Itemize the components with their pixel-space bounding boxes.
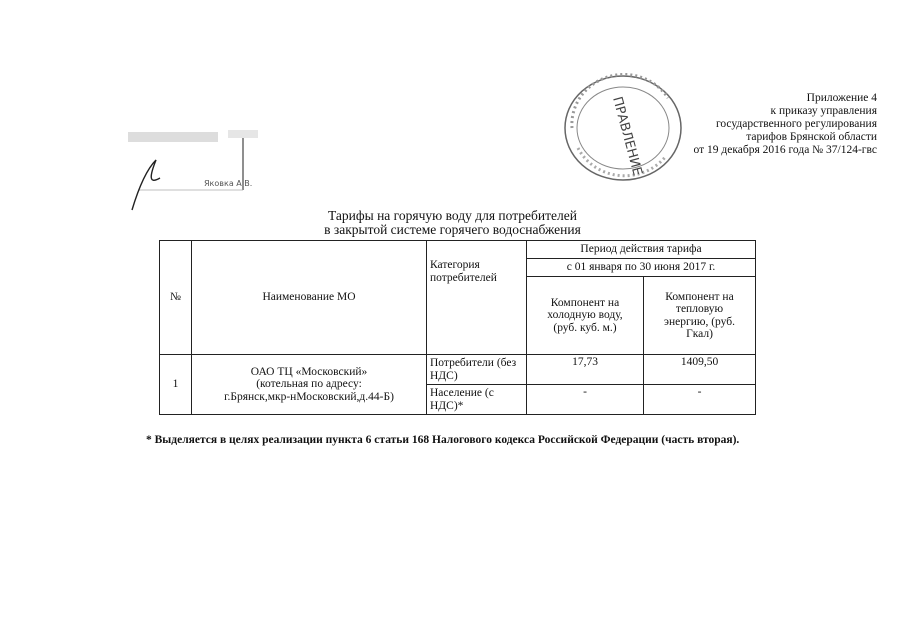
- appendix-line5: от 19 декабря 2016 года № 37/124-гвс: [693, 144, 877, 156]
- header-category: Категория потребителей: [427, 241, 527, 355]
- appendix-header: [577, 92, 877, 157]
- row-name-line3: г.Брянск,мкр-нМосковский,д.44-Б): [224, 390, 394, 403]
- row-category: Потребители (без НДС): [427, 355, 527, 385]
- row-cold-value: 17,73: [527, 355, 644, 385]
- header-name: Наименование МО: [192, 241, 427, 355]
- appendix-line1: Приложение 4: [806, 92, 877, 104]
- header-cold-water: Компонент на холодную воду, (руб. куб. м.): [527, 277, 644, 355]
- row-name-line1: ОАО ТЦ «Московский»: [250, 365, 368, 378]
- row-name-line2: (котельная по адресу:: [256, 378, 362, 391]
- row-name: [192, 355, 427, 415]
- appendix-line3: государственного регулирования: [715, 118, 877, 130]
- row-heat-value: 1409,50: [644, 355, 756, 385]
- row-num: 1: [160, 355, 192, 415]
- footnote: * Выделяется в целях реализации пункта 6 статьи 168 Налогового кодекса Российской Федерации (часть вторая).: [146, 434, 740, 446]
- signature-name: Яковка А.В.: [204, 179, 253, 188]
- title-line2: в закрытой системе горячего водоснабжения: [324, 222, 581, 237]
- table-row: [160, 355, 756, 385]
- header-period: Период действия тарифа: [527, 241, 756, 259]
- appendix-line4: тарифов Брянской области: [746, 131, 877, 143]
- row-cold-value: -: [527, 385, 644, 415]
- appendix-line2: к приказу управления: [770, 105, 877, 117]
- document-title: [0, 209, 905, 237]
- header-period-dates: с 01 января по 30 июня 2017 г.: [527, 259, 756, 277]
- row-category: Население (с НДС)*: [427, 385, 527, 415]
- header-num: №: [160, 241, 192, 355]
- title-line1: Тарифы на горячую воду для потребителей: [328, 208, 577, 223]
- tariff-table: [159, 240, 756, 415]
- signature-area: [118, 120, 268, 220]
- row-heat-value: -: [644, 385, 756, 415]
- stamp-text: ПРАВЛЕНИЕ: [609, 95, 645, 178]
- header-heat: Компонент на тепловую энергию, (руб. Гкал): [644, 277, 756, 355]
